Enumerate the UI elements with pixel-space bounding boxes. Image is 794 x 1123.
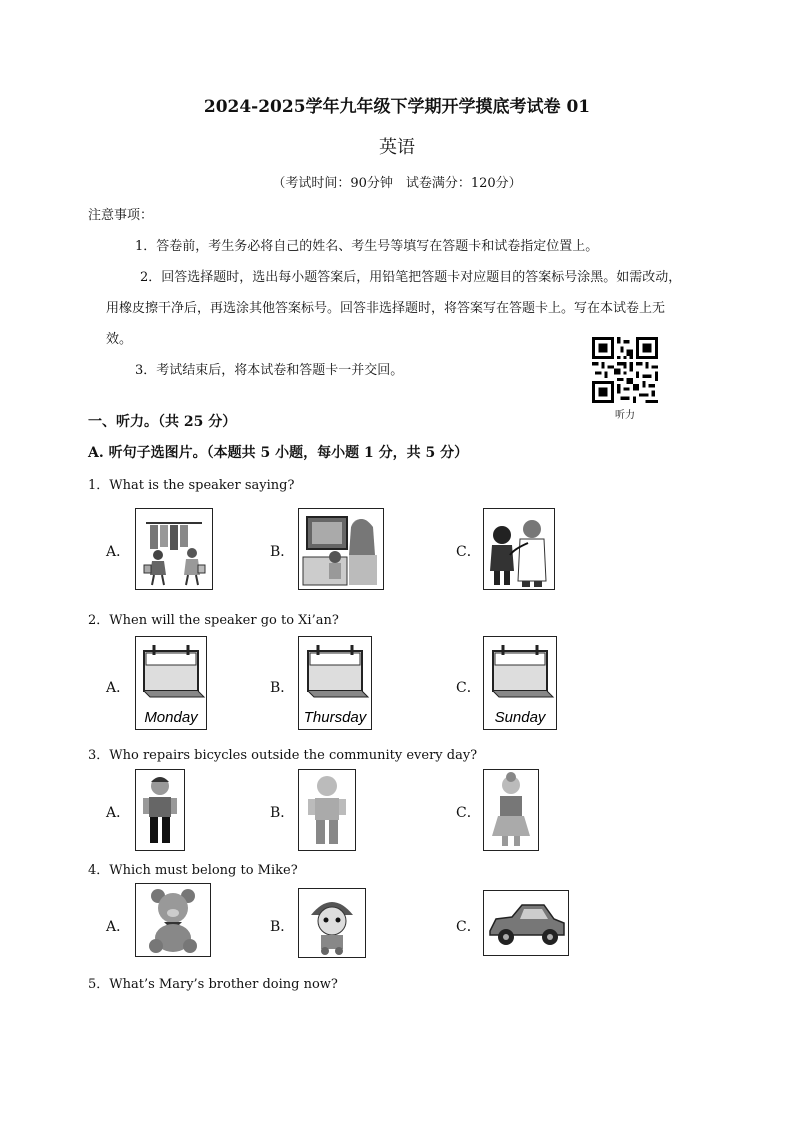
q2-option-c[interactable]: C． bbox=[456, 680, 481, 696]
old-woman-icon bbox=[483, 769, 539, 851]
q1-option-b[interactable]: B． bbox=[270, 544, 295, 560]
calendar-icon bbox=[483, 636, 557, 730]
toy-car-icon bbox=[483, 890, 569, 956]
q3-option-a[interactable]: A． bbox=[106, 805, 131, 821]
tv-icon bbox=[298, 508, 384, 590]
q1-option-c[interactable]: C． bbox=[456, 544, 481, 560]
calendar-icon bbox=[298, 636, 372, 730]
note-item-3: 3．考试结束后，将本试卷和答题卡一并交回。 bbox=[135, 363, 404, 378]
old-man-icon bbox=[298, 769, 356, 851]
question-2: 2．When will the speaker go to Xi’an? bbox=[88, 613, 339, 628]
q4-option-c[interactable]: C． bbox=[456, 919, 481, 935]
q1-option-a[interactable]: A． bbox=[106, 544, 131, 560]
note-item-1: 1．答卷前，考生务必将自己的姓名、考生号等填写在答题卡和试卷指定位置上。 bbox=[135, 239, 599, 254]
q3-option-b[interactable]: B． bbox=[270, 805, 295, 821]
q3-option-c[interactable]: C． bbox=[456, 805, 481, 821]
question-4: 4．Which must belong to Mike? bbox=[88, 863, 298, 878]
q2-option-a[interactable]: A． bbox=[106, 680, 131, 696]
teddy-bear-icon bbox=[135, 883, 211, 957]
notes-heading: 注意事项： bbox=[88, 208, 154, 223]
question-5: 5．What’s Mary’s brother doing now? bbox=[88, 977, 338, 992]
q4-option-b[interactable]: B． bbox=[270, 919, 295, 935]
calendar-day-label: Sunday bbox=[494, 709, 546, 726]
section-listening-heading: 一、听力。（共 25 分） bbox=[88, 414, 237, 430]
note-item-2-line-2: 用橡皮擦干净后，再选涂其他答案标号。回答非选择题时，将答案写在答题卡上。写在本试卷上无 bbox=[106, 301, 666, 316]
exam-title: 2024-2025学年九年级下学期开学摸底考试卷 01 bbox=[203, 97, 591, 117]
shopping-icon bbox=[135, 508, 213, 590]
calendar-day-label: Monday bbox=[144, 709, 198, 726]
boy-icon bbox=[135, 769, 185, 851]
exam-meta: （考试时间：90分钟 试卷满分：120分） bbox=[272, 176, 522, 191]
q2-option-b[interactable]: B． bbox=[270, 680, 295, 696]
note-item-2-line-1: 2．回答选择题时，选出每小题答案后，用铅笔把答题卡对应题目的答案标号涂黑。如需改动， bbox=[140, 270, 682, 285]
calendar-day-label: Thursday bbox=[303, 709, 367, 726]
q4-option-a[interactable]: A． bbox=[106, 919, 131, 935]
doll-icon bbox=[298, 888, 366, 958]
question-3: 3．Who repairs bicycles outside the community every day? bbox=[88, 748, 478, 763]
qr-code[interactable] bbox=[592, 337, 658, 403]
qr-label: 听力 bbox=[615, 410, 635, 421]
question-1: 1．What is the speaker saying? bbox=[88, 478, 295, 493]
note-item-2-line-3: 效。 bbox=[106, 332, 133, 347]
doctor-icon bbox=[483, 508, 555, 590]
exam-subject: 英语 bbox=[379, 137, 415, 158]
calendar-icon bbox=[135, 636, 207, 730]
part-a-heading: A. 听句子选图片。（本题共 5 小题，每小题 1 分，共 5 分） bbox=[88, 445, 469, 461]
